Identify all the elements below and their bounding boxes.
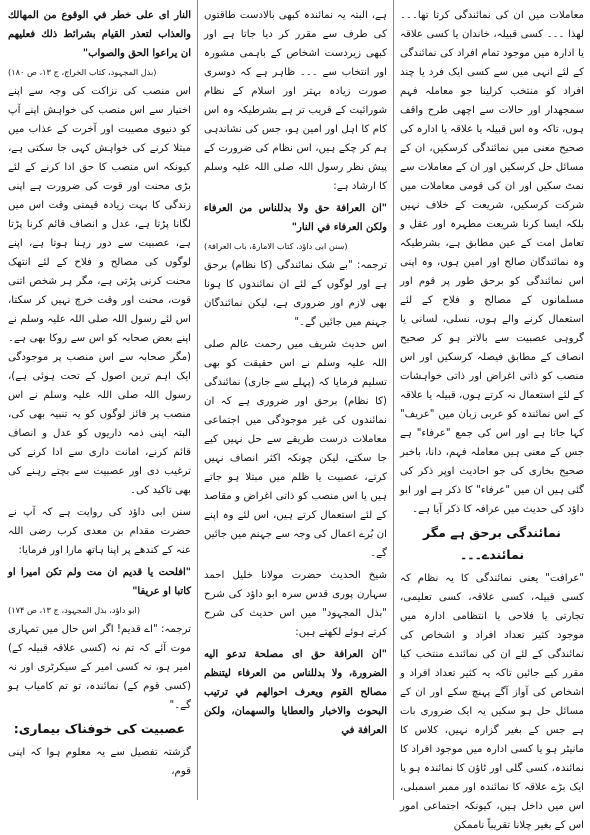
arabic-quote (204, 199, 387, 237)
paragraph (8, 503, 191, 560)
block-text: ہے، البتہ یہ نمائندہ کبھی بالادست طاقتوں کی طرف سے مقرر کر دیا جاتا ہے اور کبھی زیردست اشخاص کے باہمی مشورہ اور انتخاب سے ۔۔۔ ظاہر ہے کہ دوسری صورت زیادہ بہتر اور اسلام کے نظام شورائیت کے قریب تر ہے بشرطیکہ وہ اس کام کا اہل اور امین ہو، جس کی نشاندہی ہم کر چکے ہیں، اس نظام کی ضرورت کے پیش نظر رسول اللہ صلی اللہ علیہ وسلم کا ارشاد ہے: (204, 10, 387, 192)
block-text: معاملات میں ان کی نمائندگی کرتا تھا۔۔۔ لھذا ۔۔۔ کسی قبیلہ، خاندان یا کسی علاقہ یا ادارہ میں موجود تمام افراد کی نمائندگی کے لئے انہی میں سے کسی ایک فرد یا چند افراد کو منتخب کرلینا جو معاملہ فہم سمجھدار اور حالات سے اچھی طرح واقف ہوں، تاکہ وہ اس قبیلہ یا علاقہ یا ادارہ کی صحیح معنی میں نمائندگی کرسکیں، ان کے مسائل حل کرسکیں اور ان کے معاملات سے نمٹ سکیں اور ان کی قومی معاملات میں شرکت کرسکیں، شریعت کے خلاف نہیں بلکہ ایسا کرنا شریعت مطہرہ اور عقل و تعامل امت کے عین مطابق ہے، بشرطیکہ وہ نمائندگان صالح اور امین ہوں، وہ اپنی اس نمائندگی کو برحق طور پر قوم اور مسلمانوں کے مصالح و فلاح کے لئے استعمال کرنے والے ہوں، نسلی، لسانی یا گروہی عصبیت سے بالاتر ہو کر صحیح انصاف کے مطابق فیصلہ کرسکیں اور اس منصب کو ذاتی اغراض اور ذاتی خواہشات کے لئے استعمال نہ کرتے ہوں، قبیلہ یا علاقہ کے اس نمائندہ کو عربی زبان میں "عریف" کہا جاتا ہے اور اس کی جمع "عرفاء" ہے جس کے معنی ہیں معاملہ فہم، دانا، باخبر صحیح بخاری کی جو احادیث اوپر ذکر کی گئی ہیں ان میں "عرفاء" کا ذکر ہے اور ابو داؤد کی حدیث میں عرافہ کا ذکر آیا ہے۔ (399, 10, 584, 515)
block-text: النار اى على خطر في الوقوع من المهالك والعذاب لتعذر القيام بشرائط ذلك فعليهم ان يراعوا الحق والصواب" (8, 10, 191, 59)
block-text: "ان العرافة حق ولا بدللناس من العرفاء ولكن العرفاء في النار" (204, 203, 387, 233)
block-text: نمائندگی برحق ہے مگر نمائندے۔۔۔ (423, 525, 561, 562)
paragraph (8, 82, 191, 500)
text-column-2 (198, 0, 394, 800)
arabic-quote (8, 6, 191, 63)
block-text: عصبیت کی خوفناک بیماری: (13, 721, 186, 736)
paragraph (204, 566, 387, 642)
arabic-quote (8, 563, 191, 601)
block-text: (ابو داؤد، بذل المجہود، ج ۱۳، ص ۱۷۴) (8, 605, 141, 615)
section-heading (400, 522, 584, 566)
block-text: سنن ابی داؤد کی روایت ہے کہ آپ نے حضرت مقدام بن معدی کرب رضی اللہ عنہ کے کندھے پر اپنا ہاتھ مارا اور فرمایا: (8, 507, 191, 556)
block-text: (سنن ابی داؤد، کتاب الامارۃ، باب العرافۃ) (204, 241, 348, 251)
citation (8, 604, 191, 617)
citation (8, 66, 191, 79)
paragraph (400, 6, 584, 519)
paragraph (400, 569, 584, 835)
text-column-3 (2, 0, 198, 800)
block-text: ترجمہ: "اے قدیم! اگر اس حال میں تمہاری موت آئے کہ تم نہ (کسی علاقہ قبیلہ کے) امیر ہو، نہ کسی امیر کے سیکرٹری اور نہ (کسی قوم کے) نمائندہ، تو تم کامیاب ہو گے۔" (8, 624, 191, 711)
arabic-quote (204, 645, 387, 740)
block-text: ترجمہ: "بے شک نمائندگی (کا نظام) برحق ہے اور لوگوں کے لئے ان نمائندوں کا ہونا بھی لازم اور ضروری ہے، لیکن نمائندگان جہنم میں جائیں گے۔" (204, 260, 387, 328)
block-text: "عرافت" یعنی نمائندگی کا یہ نظام کہ کسی قبیلہ، کسی علاقہ، کسی تعلیمی، تجارتی یا فلاحی یا انتظامی ادارہ میں موجود کثیر تعداد افراد و اشخاص کی نمائندگی کے لئے ان کی نمائندے منتخب کیا مقرر کیے جائیں تاکہ یہ کثیر تعداد افراد و اشخاص کی آواز آگے پہنچ سکے اور ان کے مسائل حل ہو سکیں یہ ایک ضروری بات ہے جس کے بغیر گزارہ نہیں، کلاس کا مانیٹر ہو یا کسی ادارہ میں موجود افراد کا نمائندہ، کسی گلی اور ٹاؤن کا نمائندہ ہو یا ایک بڑے علاقہ کا نمائندہ اور ممبر اسمبلی، اس میں داخل ہیں، کیونکہ اجتماعی امور اس کے بغیر چلانا تقریباً ناممکن (400, 573, 584, 831)
paragraph (8, 620, 191, 715)
block-text: "ان العرافة حق اى مصلحة تدعو اليه الضرورة، ولا بدللناس من العرفاء ليتنظم مصالح القوم ويعرف احوالهم في ترتيب البحوث والاخبار والعطايا والسهمان، ولكن العرافة في (204, 649, 387, 736)
block-text: گزشتہ تفصیل سے یہ معلوم ہوا کہ اپنی قوم، (8, 747, 191, 777)
block-text: "افلحت يا قديم ان مت ولم تكن اميرا او كاتبا او عريفا" (8, 567, 191, 597)
block-text: اس حدیث شریف میں رحمت عالم صلی اللہ علیہ وسلم نے اس حقیقت کو بھی تسلیم فرمایا کہ (پہلے سے جاری) نمائندگی (کا نظام) برحق اور ضروری ہے کہ ان نمائندوں کی غیر موجودگی میں اجتماعی معاملات درست طریقے سے حل نہیں کیے جا سکتے، لیکن چونکہ اکثر انصاف نہیں کرتے، عصبیت یا ظلم میں مبتلا ہو جاتے ہیں یا اس منصب کو ذاتی اغراض و مقاصد کے لئے استعمال کرتے ہیں، اس لئے وہ اپنے ان بُرے اعمال کی وجہ سے جہنم میں جائیں گے۔ (204, 339, 387, 559)
block-text: شیخ الحدیث حضرت مولانا خلیل احمد سہارن پوری قدس سرہ ابو داؤد کی شرح "بذل المجہود" میں اس حدیث کی شرح کرتے ہوئے لکھتے ہیں: (204, 570, 387, 638)
citation (204, 240, 387, 253)
block-text: اس منصب کی نزاکت کی وجہ سے اپنے اختیار سے اس منصب کی خواہش اپنے آپ کو دنیوی مصیبت اور آخرت کے عذاب میں مبتلا کرنے کی خواہش کہی جا سکتی ہے، کیونکہ اس منصب کا حق ادا کرنے کے لئے بڑی محنت اور قوت کی ضرورت ہے اپنی زندگی کا بہت زیادہ قیمتی وقت اس میں لگانا پڑتا ہے، عدل و انصاف قائم کرنا پڑتا ہے، عصبیت سے دور رہنا ہوتا ہے، اپنے لوگوں کی مصالح و فلاح کے لئے انتھک محنت کرنی پڑتی ہے، مگر ہر شخص اتنی قوت، محنت اور وقت خرچ نہیں کر سکتا، اس لئے رسول اللہ صلی اللہ علیہ وسلم نے اپنے بعض صحابہ کو اس سے روکا بھی ہے۔ (مگر صحابہ سے اس منصب پر موجودگی ایک اہم ترین اصول کے تحت ہوئی ہے)، رسول اللہ صلی اللہ علیہ وسلم نے اس منصب پر فائز لوگوں کو یہ تنبیہ بھی کی، البتہ اپنی ذمہ داریوں کو عدل و انصاف قائم کرنے، امانت داری سے ادا کرنے کی ترغیب دی اور عصبیت سے بچتے رہنے کی بھی تاکید کی۔ (8, 86, 191, 496)
block-text: (بذل المجہود، کتاب الخراج، ج ۱۳، ص ۱۸۰) (8, 67, 157, 77)
text-column-1 (394, 0, 590, 831)
paragraph (8, 743, 191, 781)
paragraph (204, 335, 387, 563)
paragraph (204, 6, 387, 196)
paragraph (204, 256, 387, 332)
section-heading (8, 718, 191, 740)
